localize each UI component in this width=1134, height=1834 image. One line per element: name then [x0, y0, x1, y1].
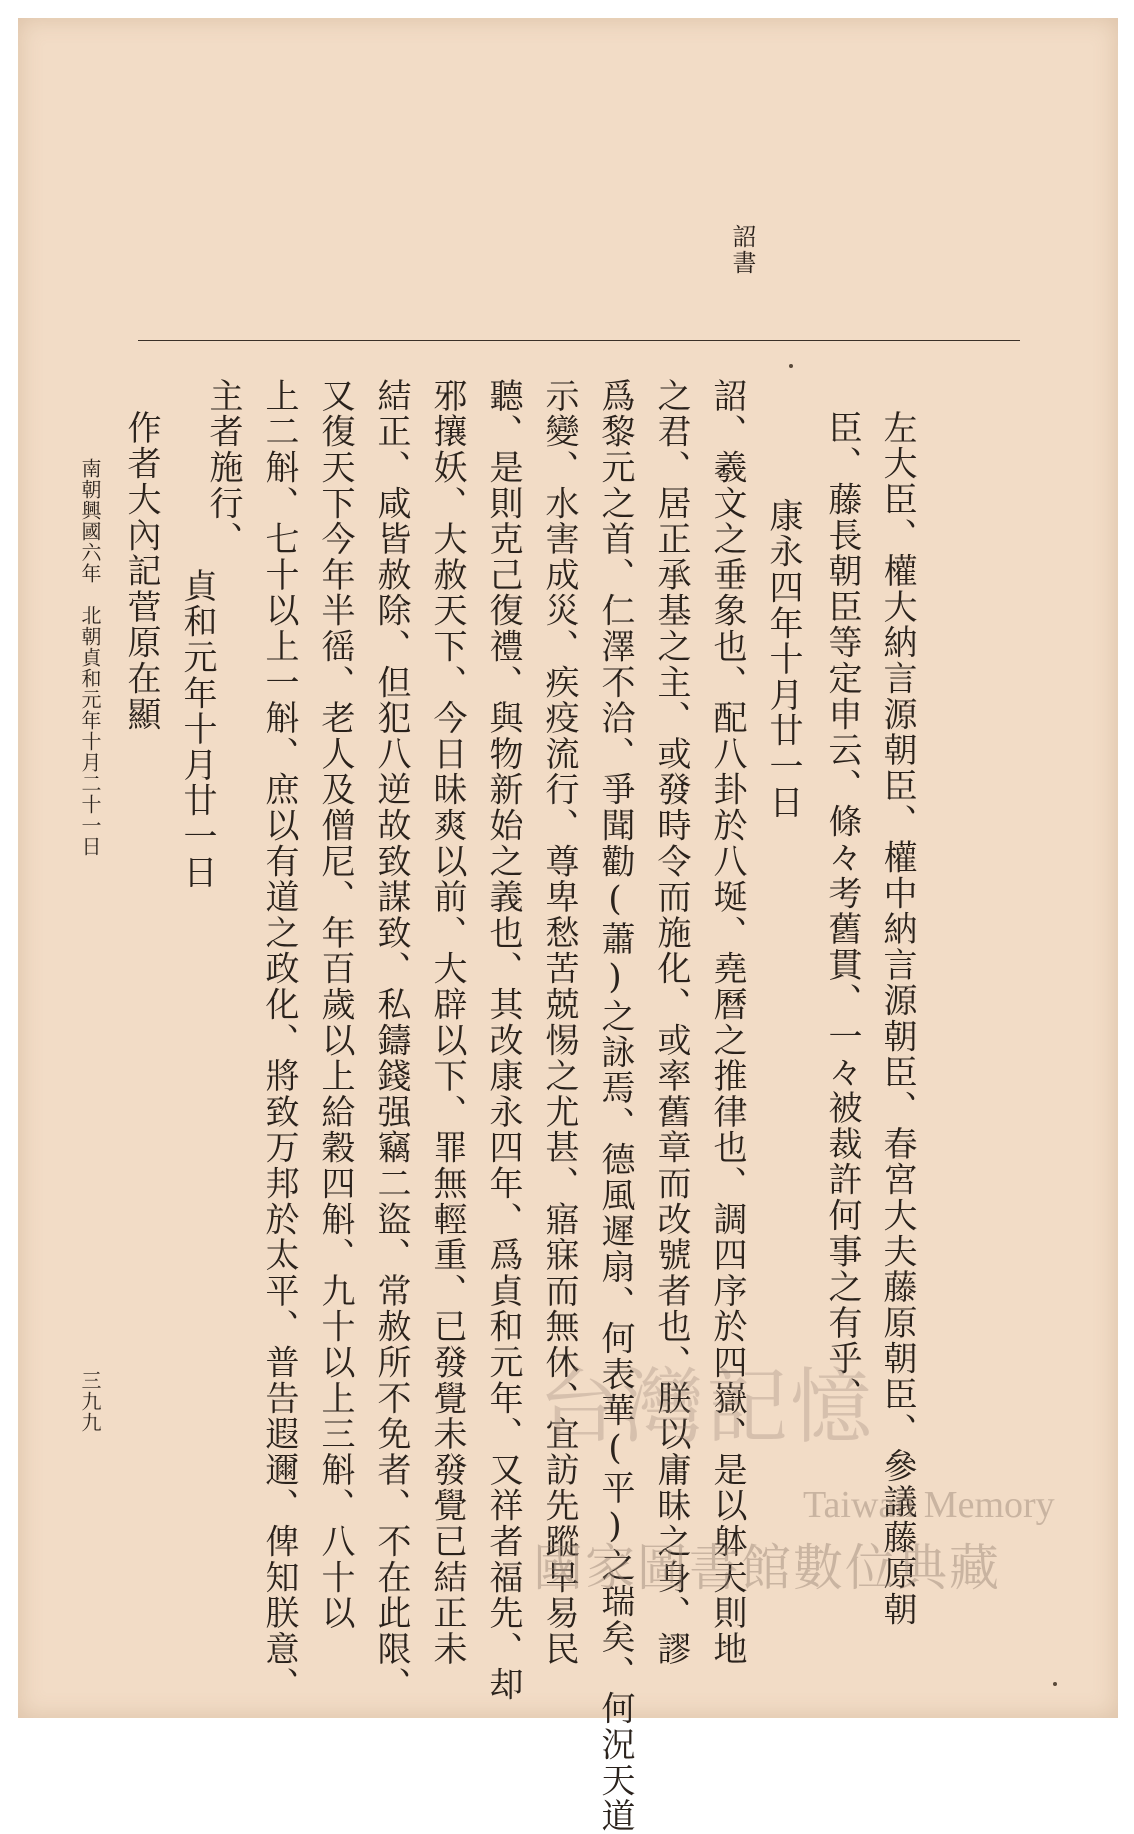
- body-column: 詔、羲文之垂象也、配八卦於八埏、堯曆之推律也、調四序於四嶽、是以躰天則地: [707, 378, 747, 1667]
- body-column: 聽、是則克己復禮、與物新始之義也、其改康永四年、爲貞和元年、又祥者福先、却: [483, 378, 523, 1703]
- body-column: 左大臣、權大納言源朝臣、權中納言源朝臣、春宮大夫藤原朝臣、參議藤原朝: [877, 410, 917, 1628]
- ink-speck: [789, 364, 793, 368]
- author-line: 作者大內記菅原在顯: [121, 410, 161, 733]
- body-column: 又復天下今年半徭、老人及僧尼、年百歲以上給穀四斛、九十以上三斛、八十以: [315, 378, 355, 1631]
- header-divider: [138, 340, 1020, 341]
- watermark-ncl-digital-collection: 國家圖書館數位典藏: [533, 1539, 1001, 1597]
- date-kouei: 康永四年十月廿一日: [763, 498, 803, 821]
- watermark-taiwan-memory-en: Taiwan Memory: [803, 1484, 1055, 1526]
- body-column: 之君、居正承基之主、或發時令而施化、或率舊章而改號者也、朕以庸昧之身、謬: [651, 378, 691, 1667]
- document-page: [18, 18, 1118, 1834]
- watermark-taiwan-memory-cn: 台灣記憶: [538, 1360, 875, 1455]
- section-title: 詔書: [728, 224, 756, 276]
- body-column: 爲黎元之首、仁澤不洽、爭聞勸(蕭)之詠焉、德風遲扇、何表華(平)之瑞矣、何況天道: [595, 378, 635, 1834]
- body-column: 主者施行、: [203, 378, 243, 557]
- page-number: 三九九: [78, 1370, 102, 1433]
- running-footer: 南朝興國六年 北朝貞和元年十月二十一日: [78, 458, 102, 857]
- body-column: 示變、水害成災、疾疫流行、尊卑愁苦兢惕之尤甚、寤寐而無休、宜訪先蹤早易民: [539, 378, 579, 1667]
- body-column: 上二斛、七十以上一斛、庶以有道之政化、將致万邦於太平、普告遐邇、俾知朕意、: [259, 378, 299, 1703]
- ink-speck: [1053, 1682, 1057, 1686]
- body-column: 邪攘妖、大赦天下、今日昧爽以前、大辟以下、罪無輕重、已發覺未發覺已結正未: [427, 378, 467, 1667]
- date-line: 貞和元年十月廿一日: [177, 568, 217, 891]
- body-column: 臣、藤長朝臣等定申云、條々考舊貫、一々被裁許何事之有乎、: [822, 410, 862, 1413]
- body-column: 結正、咸皆赦除、但犯八逆故致謀致、私鑄錢强竊二盜、常赦所不免者、不在此限、: [371, 378, 411, 1703]
